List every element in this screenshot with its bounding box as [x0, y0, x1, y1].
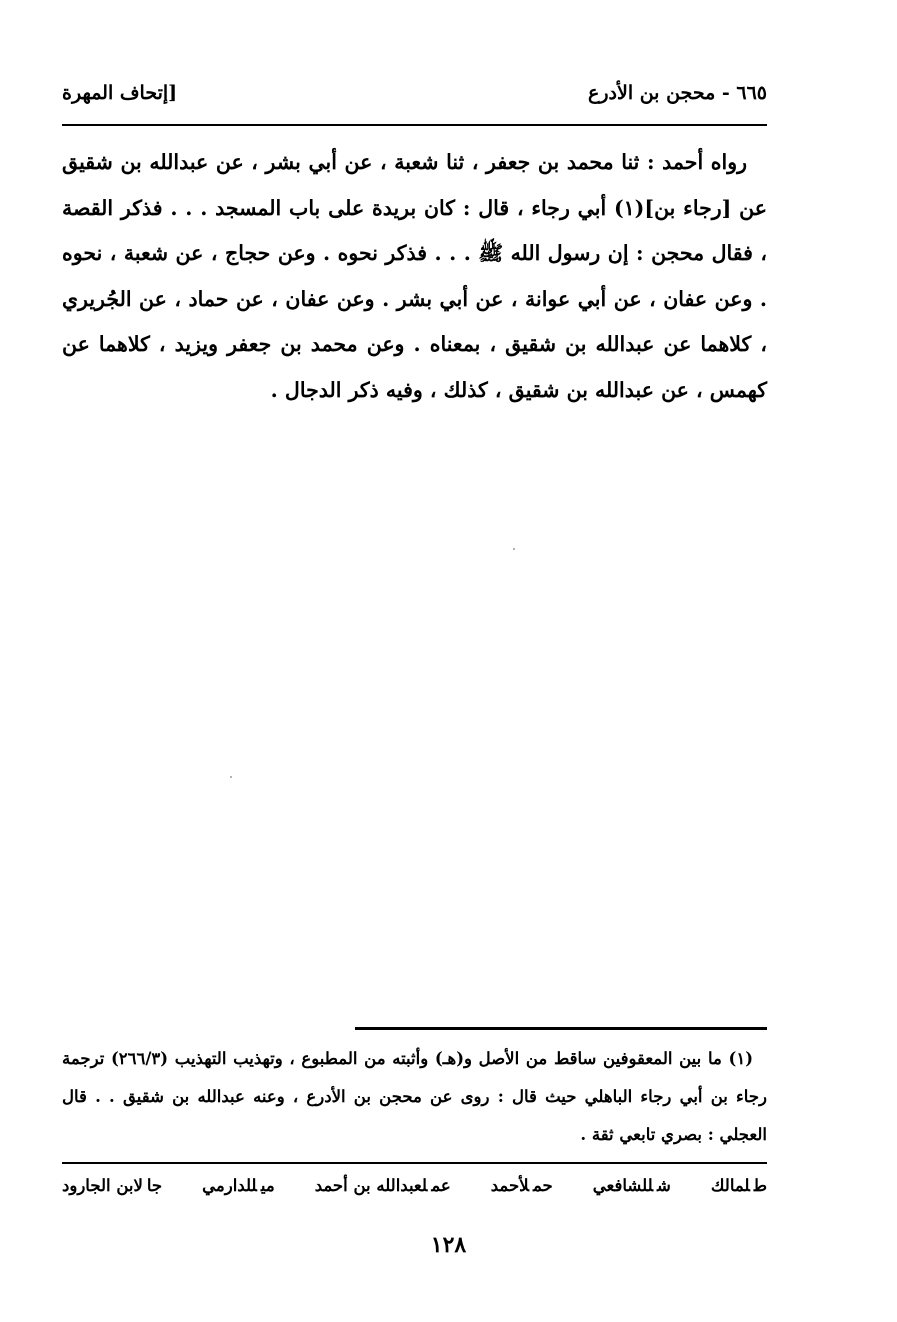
entry-title: ٦٦٥ - محجن بن الأدرع [588, 82, 767, 104]
abbreviation-key [62, 1176, 767, 1210]
body-paragraph: رواه أحمد : ثنا محمد بن جعفر ، ثنا شعبة ، عن أبي بشر ، عن عبدالله بن شقيق عن [رجاء بن](١) أبي رجاء ، قال : كان بريدة على باب المسجد . . . فذكر القصة ، فقال محجن : إن رسول الله ﷺ . . . فذكر نحوه . وعن حجاج ، عن شعبة ، نحوه . وعن عفان ، عن أبي عوانة ، عن أبي بشر . وعن عفان ، عن حماد ، عن الجُريري ، كلاهما عن عبدالله بن شقيق ، بمعناه . وعن محمد بن جعفر ويزيد ، كلاهما عن كهمس ، عن عبدالله بن شقيق ، كذلك ، وفيه ذكر الدجال . [62, 150, 767, 402]
page-number: ١٢٨ [430, 1232, 467, 1258]
abbrev-item: جالابن الجارود [62, 1176, 163, 1195]
abbrev-item: حملأحمد [490, 1176, 553, 1195]
footnote-separator [355, 1027, 767, 1030]
header-rule [62, 124, 767, 126]
scan-speck [230, 776, 232, 778]
abbrev-item: ميللدارمي [202, 1176, 275, 1195]
footnote-text: (١) ما بين المعقوفين ساقط من الأصل و(هـ) وأثبته من المطبوع ، وتهذيب التهذيب (٢٦٦/٣) ترجمة رجاء بن أبي رجاء الباهلي حيث قال : روى عن محجن بن الأدرع ، وعنه عبدالله بن شقيق . . قال العجلي : بصري تابعي ثقة . [62, 1049, 767, 1144]
main-text [62, 140, 767, 413]
abbrev-item: شللشافعي [592, 1176, 671, 1195]
running-header [62, 78, 767, 118]
footnote [62, 1040, 767, 1154]
abbrev-item: عملعبدالله بن أحمد [314, 1176, 451, 1195]
abbrev-item: طلمالك [710, 1176, 767, 1195]
footer-rule [62, 1162, 767, 1164]
scan-speck [513, 548, 515, 550]
book-title: [إتحاف المهرة [62, 82, 178, 104]
